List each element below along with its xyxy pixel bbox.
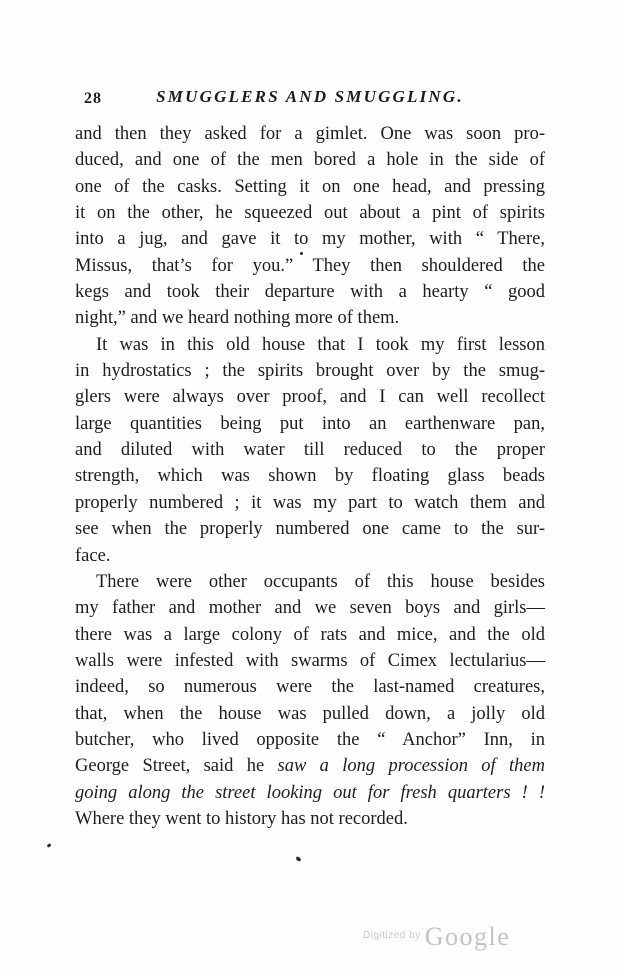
text-segment: There were other occupants of this house besides [96,571,545,592]
google-logo: Google [424,922,511,951]
text-line [75,411,545,437]
text-segment: kegs and took their departure with a hearty “ good [75,282,545,303]
text-line [75,543,545,569]
scan-speck [296,856,302,861]
text-line [75,490,545,516]
digitization-watermark [363,922,510,952]
italic-text-segment: going along the street looking out for fresh quarters ! ! [75,782,545,803]
text-segment: butcher, who lived opposite the “ Anchor” Inn, in [75,729,545,750]
text-segment: night,” and we heard nothing more of them. [75,308,400,329]
text-line [75,384,545,410]
text-line [75,200,545,226]
text-segment: properly numbered ; it was my part to watch them and [75,492,545,513]
text-segment: and then they asked for a gimlet. One was soon pro- [75,124,545,144]
text-line [75,147,545,173]
text-segment: It was in this old house that I took my first lesson [96,334,545,355]
text-segment: it on the other, he squeezed out about a pint of spirits [75,203,545,224]
text-line [75,358,545,384]
text-segment: duced, and one of the men bored a hole in the side of [75,150,545,171]
text-line [75,332,545,358]
text-line [75,806,545,832]
text-segment: Missus, that’s for you.” They then shouldered the [75,255,545,276]
text-segment: face. [75,545,111,566]
text-segment: and diluted with water till reduced to the proper [75,440,545,461]
text-segment: in hydrostatics ; the spirits brought over by the smug- [75,361,545,382]
text-line [75,226,545,252]
text-line [75,753,545,779]
text-segment: see when the properly numbered one came to the sur- [75,519,545,540]
page-body [75,121,545,832]
text-line [75,253,545,279]
text-line [75,463,545,489]
text-segment: George Street, said he [75,756,278,777]
text-line [75,701,545,727]
scan-speck [47,843,52,848]
watermark-prefix-text: Digitized by [363,930,421,941]
page-header [75,87,545,111]
text-segment: strength, which was shown by floating glass beads [75,466,545,487]
text-line [75,121,545,147]
text-segment: indeed, so numerous were the last-named creatures, [75,677,545,698]
text-line [75,279,545,305]
text-line [75,595,545,621]
text-segment: there was a large colony of rats and mice, and the old [75,624,545,645]
text-segment: one of the casks. Setting it on one head, and pressing [75,176,545,197]
italic-text-segment: saw a long procession of them [277,756,545,777]
text-line [75,622,545,648]
text-line [75,648,545,674]
text-line [75,437,545,463]
scan-speck [300,252,303,255]
text-line [75,727,545,753]
page-number: 28 [84,90,102,107]
text-line [75,569,545,595]
text-line [75,305,545,331]
text-segment: glers were always over proof, and I can well recollect [75,387,545,408]
text-segment: that, when the house was pulled down, a jolly old [75,703,545,724]
text-line [75,174,545,200]
text-segment: into a jug, and gave it to my mother, with “ There, [75,229,545,250]
running-title: SMUGGLERS AND SMUGGLING. [156,87,464,106]
text-segment: Where they went to history has not recorded. [75,808,408,829]
text-line [75,674,545,700]
text-line [75,780,545,806]
text-segment: large quantities being put into an earthenware pan, [75,413,545,434]
text-segment: my father and mother and we seven boys and girls— [75,598,545,619]
text-line [75,516,545,542]
text-segment: walls were infested with swarms of Cimex lectularius— [75,650,545,671]
